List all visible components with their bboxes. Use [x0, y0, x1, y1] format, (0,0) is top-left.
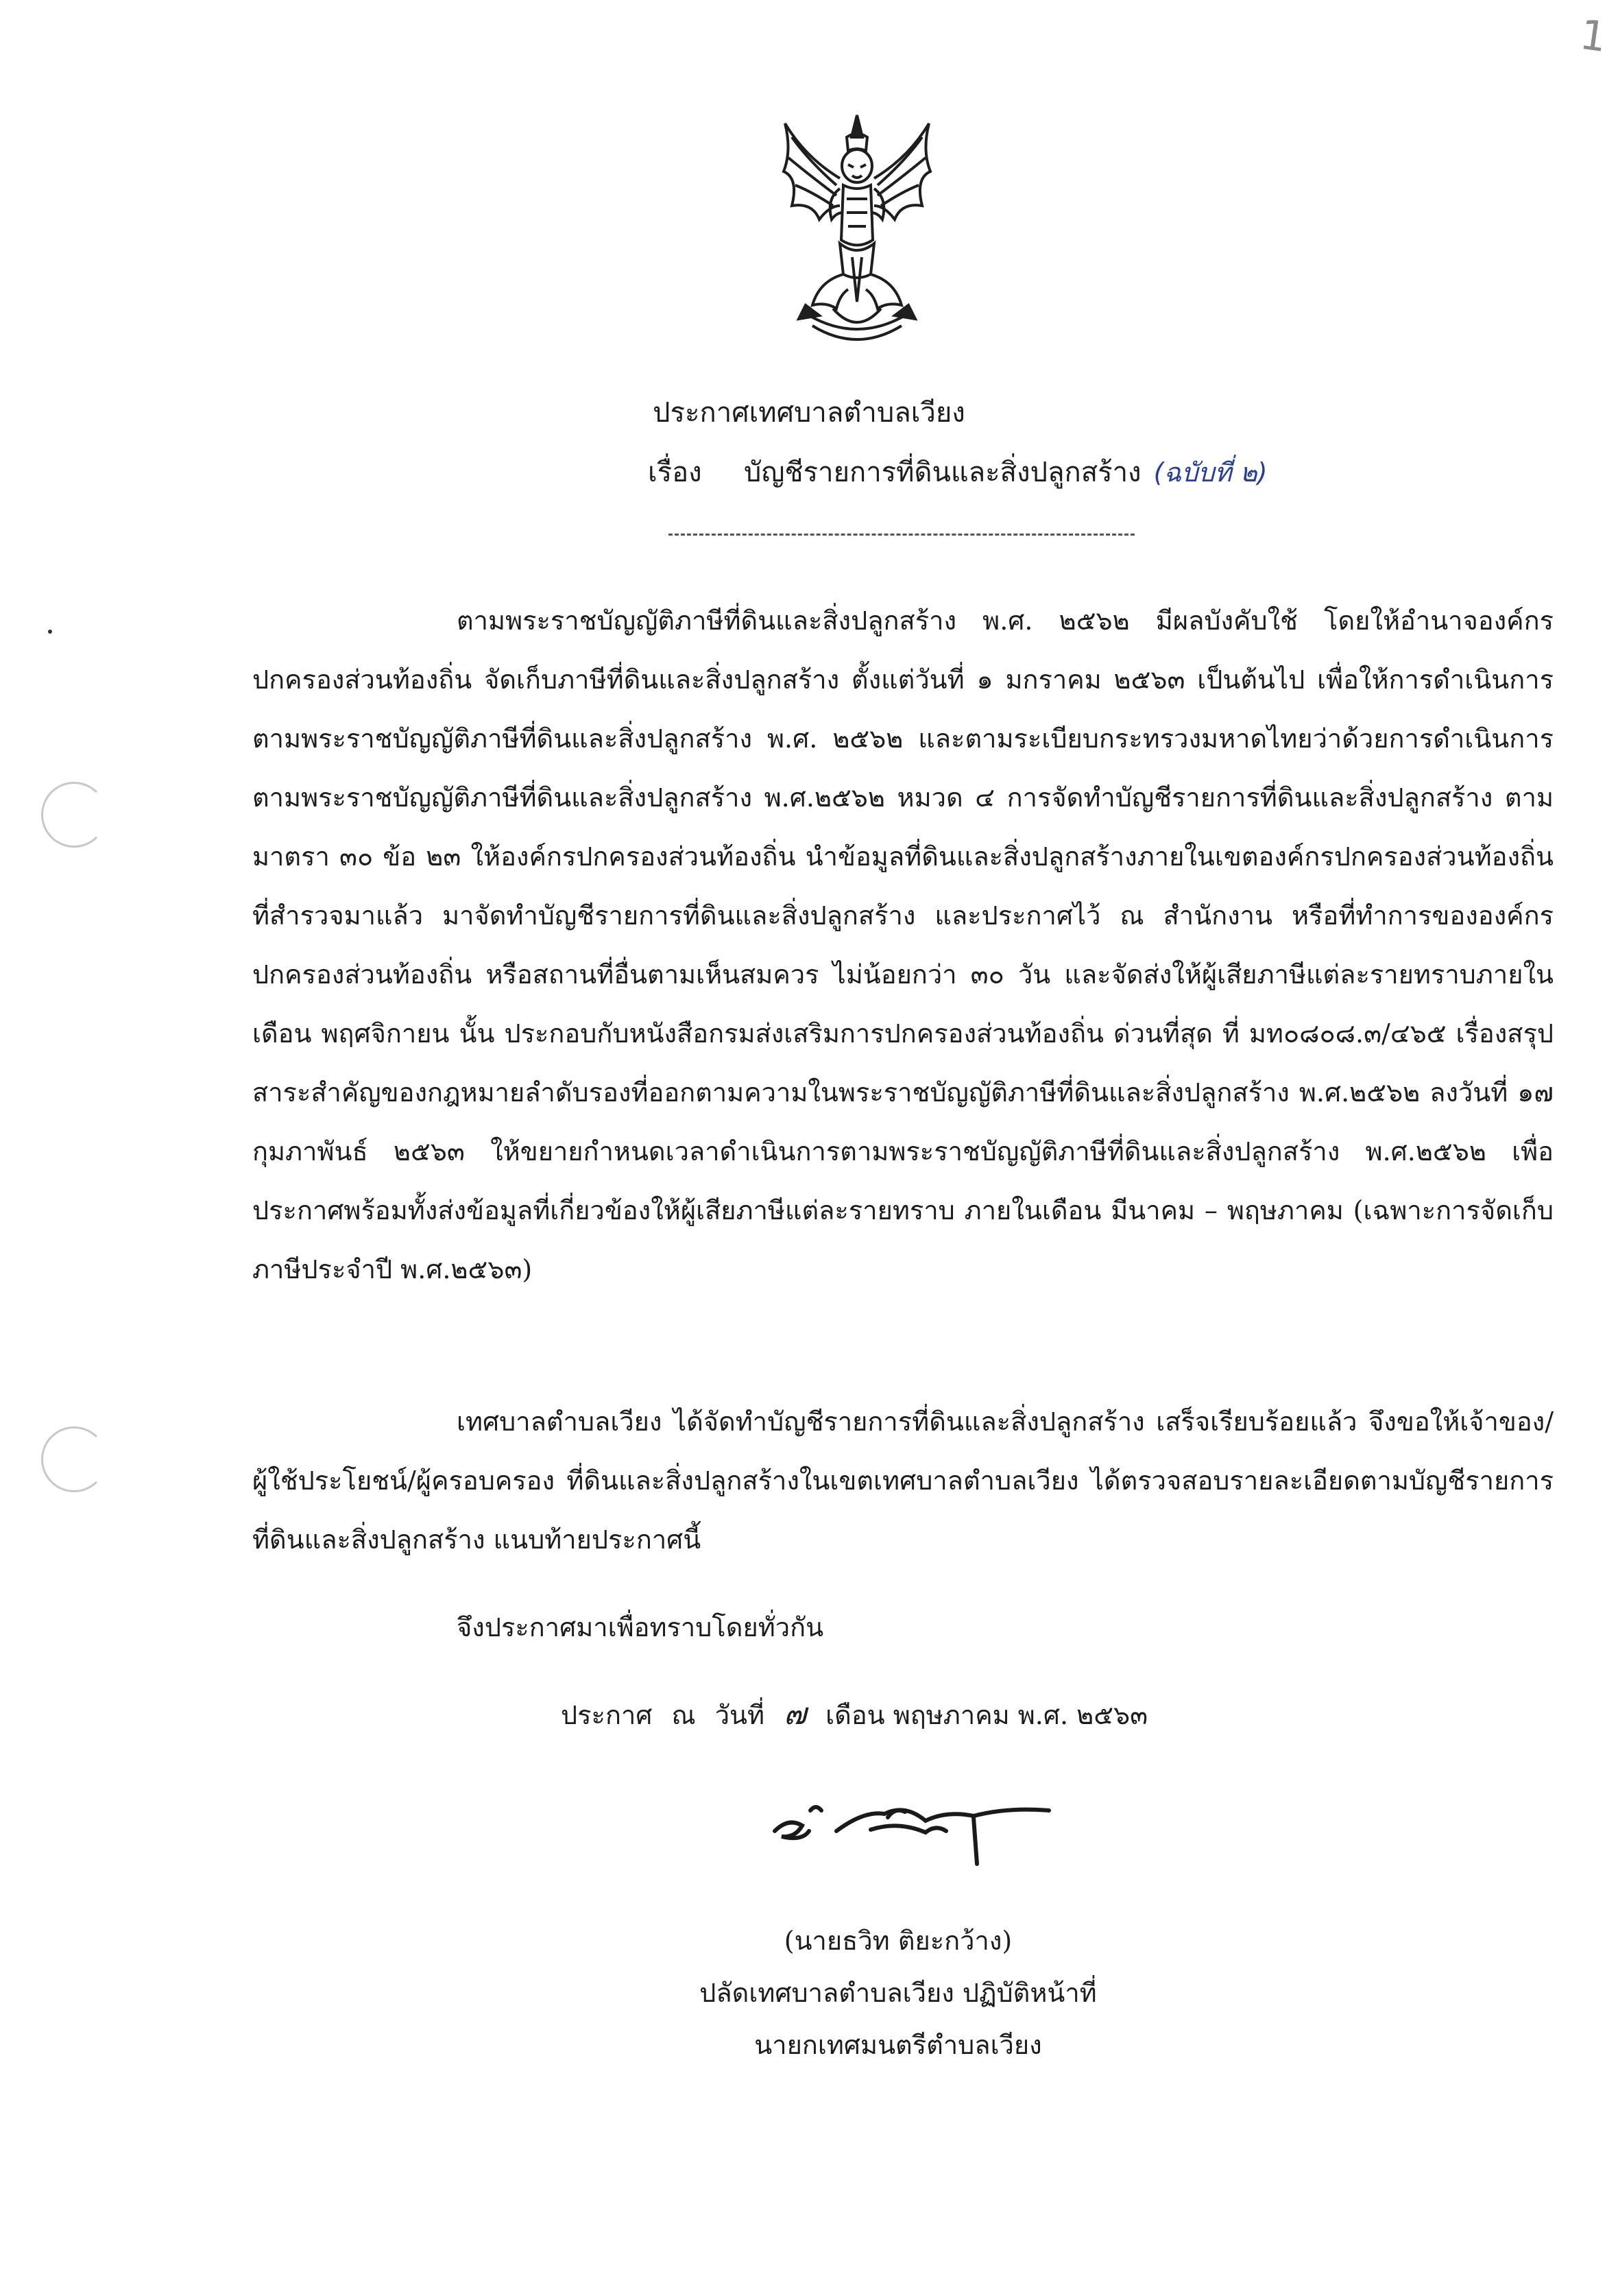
signatory-role: นายกเทศมนตรีตำบลเวียง: [754, 2030, 1042, 2060]
subject-label: เรื่อง: [648, 457, 702, 488]
scan-speck: [48, 630, 52, 634]
date-announced-label: ประกาศ: [561, 1700, 653, 1730]
date-month-year: เดือน พฤษภาคม พ.ศ. ๒๕๖๓: [825, 1700, 1148, 1730]
subject-text: บัญชีรายการที่ดินและสิ่งปลูกสร้าง: [744, 457, 1142, 488]
date-at-label: ณ: [671, 1700, 696, 1730]
dashed-divider: [668, 534, 1135, 536]
punch-hole-mark: [41, 1426, 107, 1492]
punch-hole-mark: [41, 782, 107, 848]
garuda-emblem-icon: [771, 110, 943, 357]
signatory-position: ปลัดเทศบาลตำบลเวียง ปฏิบัติหน้าที่: [699, 1978, 1097, 2008]
date-day-label: วันที่: [714, 1700, 765, 1730]
announcement-title: ประกาศเทศบาลตำบลเวียง: [653, 397, 965, 429]
subject-line: [648, 454, 1268, 491]
signatory-name: (นายธวิท ติยะกว้าง): [784, 1926, 1013, 1956]
page-number: 1: [1577, 10, 1610, 62]
closing-statement: จึงประกาศมาเพื่อทราบโดยทั่วกัน: [457, 1612, 824, 1642]
date-day-handwritten: ๗: [784, 1697, 807, 1732]
handwritten-edition-note: (ฉบับที่ ๒): [1153, 457, 1268, 488]
body-paragraph-1: ตามพระราชบัญญัติภาษีที่ดินและสิ่งปลูกสร้าง พ.ศ. ๒๕๖๒ มีผลบังคับใช้ โดยให้อำนาจองค์กรปกครองส่วนท้องถิ่น จัดเก็บภาษีที่ดินและสิ่งปลูกสร้าง ตั้งแต่วันที่ ๑ มกราคม ๒๕๖๓ เป็นต้นไป เพื่อให้การดำเนินการตามพระราชบัญญัติภาษีที่ดินและสิ่งปลูกสร้าง พ.ศ. ๒๕๖๒ และตามระเบียบกระทรวงมหาดไทยว่าด้วยการดำเนินการตามพระราชบัญญัติภาษีที่ดินและสิ่งปลูกสร้าง พ.ศ.๒๕๖๒ หมวด ๔ การจัดทำบัญชีรายการที่ดินและสิ่งปลูกสร้าง ตามมาตรา ๓๐ ข้อ ๒๓ ให้องค์กรปกครองส่วนท้องถิ่น นำข้อมูลที่ดินและสิ่งปลูกสร้างภายในเขตองค์กรปกครองส่วนท้องถิ่นที่สำรวจมาแล้ว มาจัดทำบัญชีรายการที่ดินและสิ่งปลูกสร้าง และประกาศไว้ ณ สำนักงาน หรือที่ทำการขององค์กรปกครองส่วนท้องถิ่น หรือสถานที่อื่นตามเห็นสมควร ไม่น้อยกว่า ๓๐ วัน และจัดส่งให้ผู้เสียภาษีแต่ละรายทราบภายในเดือน พฤศจิกายน นั้น ประกอบกับหนังสือกรมส่งเสริมการปกครองส่วนท้องถิ่น ด่วนที่สุด ที่ มท๐๘๐๘.๓/๔๖๕ เรื่องสรุปสาระสำคัญของกฎหมายลำดับรองที่ออกตามความในพระราชบัญญัติภาษีที่ดินและสิ่งปลูกสร้าง พ.ศ.๒๕๖๒ ลงวันที่ ๑๗ กุมภาพันธ์ ๒๕๖๓ ให้ขยายกำหนดเวลาดำเนินการตามพระราชบัญญัติภาษีที่ดินและสิ่งปลูกสร้าง พ.ศ.๒๕๖๒ เพื่อประกาศพร้อมทั้งส่งข้อมูลที่เกี่ยวข้องให้ผู้เสียภาษีแต่ละรายทราบ ภายในเดือน มีนาคม – พฤษภาคม (เฉพาะการจัดเก็บภาษีประจำปี พ.ศ.๒๕๖๓): [252, 606, 1554, 1284]
announcement-date: [561, 1694, 1167, 1736]
body-paragraph-2: เทศบาลตำบลเวียง ได้จัดทำบัญชีรายการที่ดินและสิ่งปลูกสร้าง เสร็จเรียบร้อยแล้ว จึงขอให้เจ้าของ/ผู้ใช้ประโยชน์/ผู้ครอบครอง ที่ดินและสิ่งปลูกสร้างในเขตเทศบาลตำบลเวียง ได้ตรวจสอบรายละเอียดตามบัญชีรายการที่ดินและสิ่งปลูกสร้าง แนบท้ายประกาศนี้: [252, 1407, 1554, 1555]
handwritten-signature: [768, 1783, 1056, 1872]
